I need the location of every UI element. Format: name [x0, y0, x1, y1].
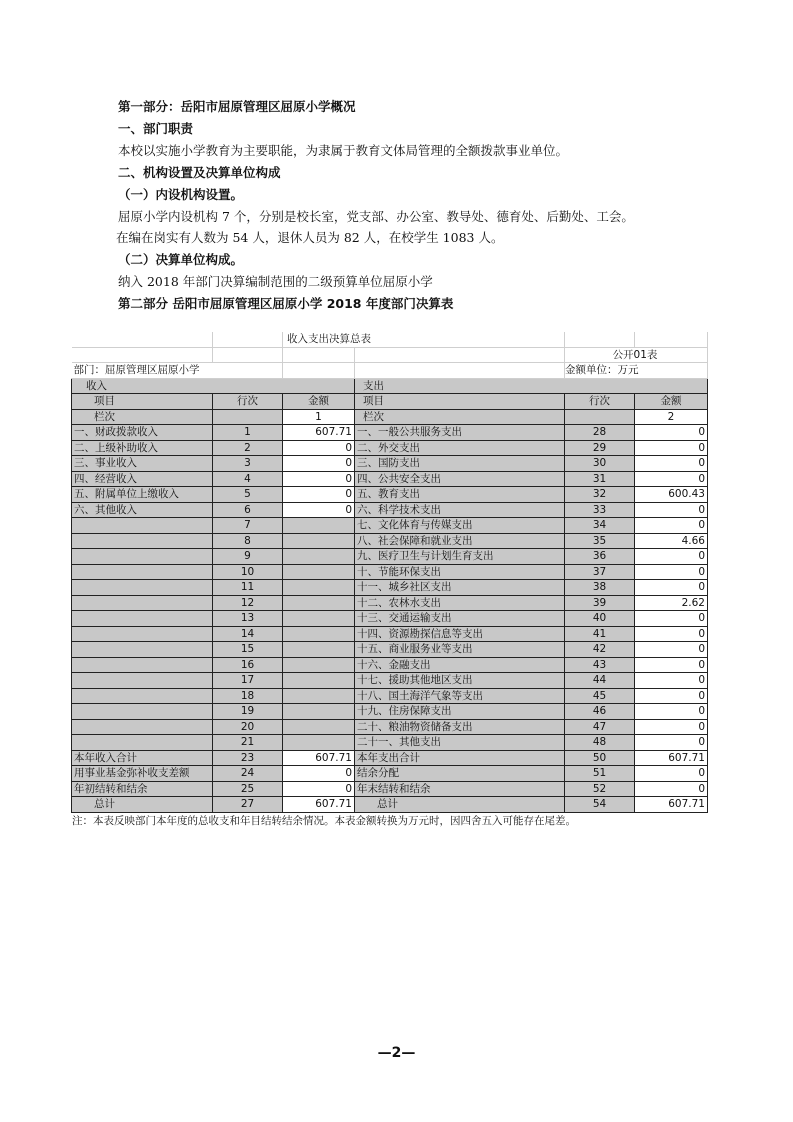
table-row — [72, 595, 708, 611]
expense-item: 十七、援助其他地区支出 — [355, 673, 565, 689]
table-title: 收入支出决算总表 — [283, 332, 565, 347]
lanci-expense-label: 栏次 — [355, 409, 565, 425]
income-item — [72, 626, 213, 642]
income-line-no: 2 — [213, 440, 283, 456]
expense-line-no: 32 — [565, 487, 635, 503]
expense-item: 十一、城乡社区支出 — [355, 580, 565, 596]
sec1-body: 本校以实施小学教育为主要职能，为隶属于教育文体局管理的全额拨款事业单位。 — [118, 143, 569, 158]
income-amount — [283, 580, 355, 596]
table-row — [72, 502, 708, 518]
expense-item: 十二、农林水支出 — [355, 595, 565, 611]
income-item — [72, 735, 213, 751]
expense-amount: 0 — [635, 657, 708, 673]
col-header-income-item: 项目 — [72, 394, 213, 410]
expense-line-no: 48 — [565, 735, 635, 751]
expense-amount: 4.66 — [635, 533, 708, 549]
amount-unit-label: 金额单位：万元 — [565, 363, 708, 379]
expense-line-no: 38 — [565, 580, 635, 596]
income-expense-table — [71, 332, 708, 813]
income-amount: 607.71 — [283, 750, 355, 766]
expense-amount: 0 — [635, 580, 708, 596]
table-footnote: 注：本表反映部门本年度的总收支和年目结转结余情况。本表金额转换为万元时，因四舍五入可能存在尾差。 — [72, 814, 576, 827]
col-header-expense-amount: 金额 — [635, 394, 708, 410]
part2-title: 第二部分 岳阳市屈原管理区屈原小学 2018 年度部门决算表 — [118, 296, 454, 311]
expense-item: 十六、金融支出 — [355, 657, 565, 673]
income-line-no: 10 — [213, 564, 283, 580]
income-item — [72, 564, 213, 580]
income-amount: 0 — [283, 471, 355, 487]
expense-amount: 607.71 — [635, 797, 708, 813]
expense-line-no: 31 — [565, 471, 635, 487]
table-row — [72, 487, 708, 503]
income-item — [72, 657, 213, 673]
expense-line-no: 39 — [565, 595, 635, 611]
expense-line-no: 42 — [565, 642, 635, 658]
income-amount — [283, 518, 355, 534]
sec2-title: 二、机构设置及决算单位构成 — [118, 165, 281, 180]
table-title-row — [72, 332, 708, 347]
expense-item: 十八、国土海洋气象等支出 — [355, 688, 565, 704]
income-line-no: 18 — [213, 688, 283, 704]
income-amount — [283, 642, 355, 658]
income-item — [72, 549, 213, 565]
expense-amount: 0 — [635, 440, 708, 456]
expense-item: 十五、商业服务业等支出 — [355, 642, 565, 658]
expense-amount: 0 — [635, 611, 708, 627]
sub1-body-line1: 屈原小学内设机构 7 个，分别是校长室，党支部、办公室、教导处、德育处、后勤处、工会。 — [118, 209, 634, 224]
income-line-no: 11 — [213, 580, 283, 596]
final-accounts-sheet — [71, 332, 707, 829]
expense-item: 十三、交通运输支出 — [355, 611, 565, 627]
expense-line-no: 44 — [565, 673, 635, 689]
income-item — [72, 673, 213, 689]
expense-amount: 0 — [635, 688, 708, 704]
income-item — [72, 580, 213, 596]
income-line-no: 13 — [213, 611, 283, 627]
income-amount — [283, 626, 355, 642]
expense-item: 一、一般公共服务支出 — [355, 425, 565, 441]
income-item — [72, 533, 213, 549]
income-line-no: 19 — [213, 704, 283, 720]
column-header-row — [72, 394, 708, 410]
income-amount: 0 — [283, 781, 355, 797]
table-row — [72, 673, 708, 689]
expense-amount: 0 — [635, 502, 708, 518]
expense-item: 三、国防支出 — [355, 456, 565, 472]
expense-line-no: 35 — [565, 533, 635, 549]
income-amount — [283, 657, 355, 673]
expense-line-no: 43 — [565, 657, 635, 673]
expense-amount: 0 — [635, 735, 708, 751]
expense-line-no: 33 — [565, 502, 635, 518]
summary-row — [72, 750, 708, 766]
income-item: 三、事业收入 — [72, 456, 213, 472]
summary-row — [72, 766, 708, 782]
expense-item: 四、公共安全支出 — [355, 471, 565, 487]
income-amount: 607.71 — [283, 425, 355, 441]
income-amount — [283, 549, 355, 565]
income-item — [72, 642, 213, 658]
expense-amount: 0 — [635, 626, 708, 642]
table-row — [72, 471, 708, 487]
income-amount: 0 — [283, 487, 355, 503]
income-amount — [283, 735, 355, 751]
income-line-no: 20 — [213, 719, 283, 735]
expense-item: 十四、资源勘探信息等支出 — [355, 626, 565, 642]
income-amount — [283, 704, 355, 720]
expense-item: 十、节能环保支出 — [355, 564, 565, 580]
expense-item: 二十一、其他支出 — [355, 735, 565, 751]
income-line-no: 6 — [213, 502, 283, 518]
table-row — [72, 564, 708, 580]
expense-amount: 0 — [635, 564, 708, 580]
expense-line-no: 28 — [565, 425, 635, 441]
income-line-no: 14 — [213, 626, 283, 642]
table-row — [72, 456, 708, 472]
summary-row — [72, 781, 708, 797]
expense-line-no: 29 — [565, 440, 635, 456]
income-amount — [283, 533, 355, 549]
income-line-no: 24 — [213, 766, 283, 782]
income-line-no: 5 — [213, 487, 283, 503]
income-line-no: 23 — [213, 750, 283, 766]
expense-item: 年末结转和结余 — [355, 781, 565, 797]
col-number-1: 1 — [283, 409, 355, 425]
expense-line-no: 41 — [565, 626, 635, 642]
sub1-title: （一）内设机构设置。 — [118, 187, 244, 202]
expense-amount: 0 — [635, 518, 708, 534]
income-item — [72, 595, 213, 611]
expense-amount: 0 — [635, 719, 708, 735]
income-item: 总计 — [72, 797, 213, 813]
expense-line-no: 45 — [565, 688, 635, 704]
expense-amount: 0 — [635, 456, 708, 472]
income-line-no: 15 — [213, 642, 283, 658]
expense-line-no: 46 — [565, 704, 635, 720]
total-row — [72, 797, 708, 813]
income-amount — [283, 611, 355, 627]
expense-line-no: 51 — [565, 766, 635, 782]
expense-line-no: 30 — [565, 456, 635, 472]
income-item — [72, 719, 213, 735]
table-row — [72, 735, 708, 751]
table-row — [72, 626, 708, 642]
income-item: 一、财政拨款收入 — [72, 425, 213, 441]
column-number-row — [72, 409, 708, 425]
page-number: —2— — [377, 1045, 416, 1061]
sub1-body-line2: 在编在岗实有人数为 54 人，退休人员为 82 人，在校学生 1083 人。 — [116, 230, 504, 245]
income-line-no: 25 — [213, 781, 283, 797]
sub2-title: （二）决算单位构成。 — [118, 252, 244, 267]
expense-line-no: 37 — [565, 564, 635, 580]
income-line-no: 8 — [213, 533, 283, 549]
table-row — [72, 719, 708, 735]
income-amount — [283, 719, 355, 735]
table-row — [72, 580, 708, 596]
expense-item: 总计 — [355, 797, 565, 813]
sub2-body: 纳入 2018 年部门决算编制范围的二级预算单位屈原小学 — [118, 274, 433, 289]
expense-amount: 0 — [635, 425, 708, 441]
income-item: 年初结转和结余 — [72, 781, 213, 797]
table-meta-row — [72, 363, 708, 379]
table-row — [72, 611, 708, 627]
expense-item: 二十、粮油物资储备支出 — [355, 719, 565, 735]
expense-amount: 600.43 — [635, 487, 708, 503]
expense-line-no: 34 — [565, 518, 635, 534]
income-line-no: 4 — [213, 471, 283, 487]
expense-amount: 0 — [635, 549, 708, 565]
expense-item: 二、外交支出 — [355, 440, 565, 456]
part1-title: 第一部分：岳阳市屈原管理区屈原小学概况 — [118, 99, 356, 114]
expense-item: 九、医疗卫生与计划生育支出 — [355, 549, 565, 565]
expense-line-no: 54 — [565, 797, 635, 813]
income-amount: 0 — [283, 456, 355, 472]
income-amount: 0 — [283, 440, 355, 456]
income-item: 五、附属单位上缴收入 — [72, 487, 213, 503]
income-item: 本年收入合计 — [72, 750, 213, 766]
income-line-no: 16 — [213, 657, 283, 673]
expense-line-no: 40 — [565, 611, 635, 627]
income-header: 收入 — [72, 378, 355, 394]
lanci-income-label: 栏次 — [72, 409, 213, 425]
expense-amount: 2.62 — [635, 595, 708, 611]
income-item — [72, 688, 213, 704]
col-number-2: 2 — [635, 409, 708, 425]
expense-amount: 0 — [635, 471, 708, 487]
expense-header: 支出 — [355, 378, 708, 394]
income-amount — [283, 564, 355, 580]
income-line-no: 27 — [213, 797, 283, 813]
income-item: 六、其他收入 — [72, 502, 213, 518]
section-header-row — [72, 378, 708, 394]
col-header-income-line: 行次 — [213, 394, 283, 410]
expense-item: 十九、住房保障支出 — [355, 704, 565, 720]
income-amount: 0 — [283, 502, 355, 518]
table-row — [72, 518, 708, 534]
income-amount: 0 — [283, 766, 355, 782]
expense-amount: 0 — [635, 766, 708, 782]
income-line-no: 1 — [213, 425, 283, 441]
expense-line-no: 52 — [565, 781, 635, 797]
expense-amount: 607.71 — [635, 750, 708, 766]
table-row — [72, 704, 708, 720]
income-item — [72, 518, 213, 534]
income-line-no: 9 — [213, 549, 283, 565]
expense-line-no: 47 — [565, 719, 635, 735]
expense-amount: 0 — [635, 704, 708, 720]
expense-item: 本年支出合计 — [355, 750, 565, 766]
income-item: 用事业基金弥补收支差额 — [72, 766, 213, 782]
expense-item: 五、教育支出 — [355, 487, 565, 503]
income-line-no: 17 — [213, 673, 283, 689]
table-row — [72, 657, 708, 673]
expense-amount: 0 — [635, 781, 708, 797]
income-line-no: 7 — [213, 518, 283, 534]
income-item — [72, 704, 213, 720]
table-row — [72, 533, 708, 549]
income-line-no: 21 — [213, 735, 283, 751]
income-item — [72, 611, 213, 627]
expense-item: 六、科学技术支出 — [355, 502, 565, 518]
expense-item: 结余分配 — [355, 766, 565, 782]
income-item: 二、上级补助收入 — [72, 440, 213, 456]
table-row — [72, 642, 708, 658]
income-line-no: 12 — [213, 595, 283, 611]
table-code-row — [72, 347, 708, 363]
expense-item: 八、社会保障和就业支出 — [355, 533, 565, 549]
col-header-income-amount: 金额 — [283, 394, 355, 410]
table-row — [72, 549, 708, 565]
col-header-expense-item: 项目 — [355, 394, 565, 410]
expense-amount: 0 — [635, 673, 708, 689]
department-label: 部门：屈原管理区屈原小学 — [72, 363, 283, 379]
table-row — [72, 688, 708, 704]
income-amount — [283, 673, 355, 689]
income-item: 四、经营收入 — [72, 471, 213, 487]
income-amount — [283, 688, 355, 704]
table-code: 公开01表 — [565, 347, 708, 363]
income-amount — [283, 595, 355, 611]
table-row — [72, 440, 708, 456]
expense-line-no: 36 — [565, 549, 635, 565]
expense-amount: 0 — [635, 642, 708, 658]
table-row — [72, 425, 708, 441]
income-line-no: 3 — [213, 456, 283, 472]
sec1-title: 一、部门职责 — [118, 121, 194, 136]
col-header-expense-line: 行次 — [565, 394, 635, 410]
expense-line-no: 50 — [565, 750, 635, 766]
income-amount: 607.71 — [283, 797, 355, 813]
expense-item: 七、文化体育与传媒支出 — [355, 518, 565, 534]
